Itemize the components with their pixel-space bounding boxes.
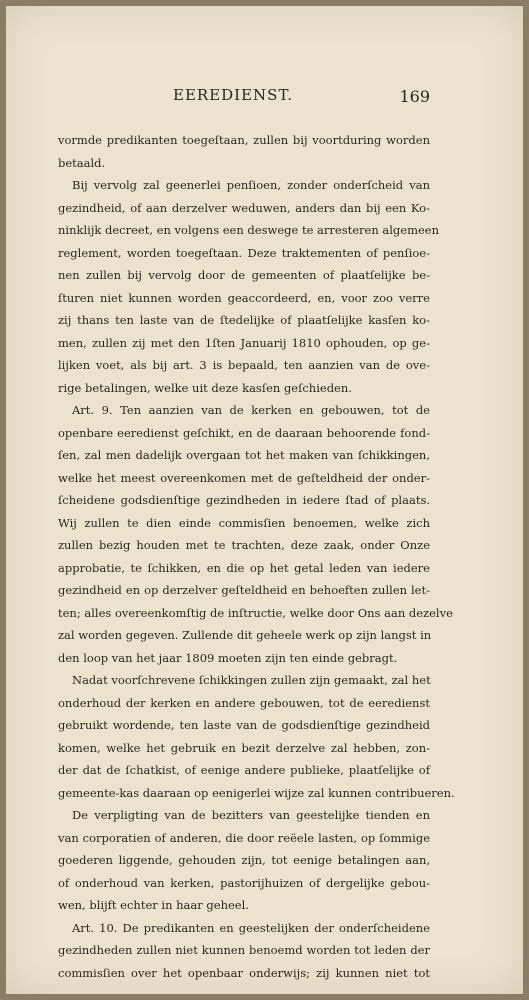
text-line: gezindheid, of aan derzelver weduwen, anders dan bij een Ko-: [58, 200, 430, 215]
text-line: gemeente-kas daaraan op eenigerlei wijze zal kunnen contribueren.: [58, 785, 455, 800]
text-line: ten; alles overeenkomſtig de inſtructie, welke door Ons aan dezelve: [58, 605, 453, 620]
paragraph: [58, 669, 455, 804]
text-line: van corporatien of anderen, die door reëele lasten, op ſommige: [58, 830, 430, 845]
text-line: gebruikt wordende, ten laste van de godsdienſtige gezindheid: [58, 718, 430, 732]
running-head: EEREDIENST.: [173, 86, 294, 104]
text-line: onderhoud der kerken en andere gebouwen, tot de eeredienst: [58, 695, 430, 710]
text-line: zal worden gegeven. Zullende dit geheele werk op zijn langst in: [58, 628, 432, 642]
text-line: Art. 10. De predikanten en geestelijken der onderſcheidene: [72, 920, 430, 935]
text-line: rige betalingen, welke uit deze kasſen geſchieden.: [58, 380, 352, 395]
text-line: men, zullen zij met den 1ſten Januarij 1810 ophouden, op ge-: [58, 335, 430, 350]
text-line: ſturen niet kunnen worden geaccordeerd, en, voor zoo verre: [58, 290, 430, 305]
text-line: ninklijk decreet, en volgens een deswege te arresteren algemeen: [58, 223, 440, 237]
text-line: ſcheidene godsdienſtige gezindheden in iedere ſtad of plaats.: [58, 493, 430, 507]
text-line: betaald.: [58, 155, 106, 170]
text-line: Art. 9. Ten aanzien van de kerken en gebouwen, tot de: [72, 403, 430, 417]
text-line: reglement, worden toegeſtaan. Deze traktementen of penſioe-: [58, 245, 430, 260]
text-line: approbatie, te ſchikken, en die op het getal leden van iedere: [58, 560, 430, 575]
text-line: nen zullen bij vervolg door de gemeenten of plaatſelijke be-: [58, 268, 430, 282]
text-line: goederen liggende, gehouden zijn, tot eenige betalingen aan,: [58, 853, 430, 867]
text-line: openbare eeredienst geſchikt, en de daaraan behoorende fond-: [58, 425, 430, 440]
paragraph: [58, 804, 430, 917]
text-line: ſen, zal men dadelijk overgaan tot het maken van ſchikkingen,: [58, 448, 430, 462]
paragraph: [58, 174, 440, 399]
paragraph: [58, 917, 430, 985]
paragraph: [58, 129, 430, 174]
text-line: of onderhoud van kerken, pastorijhuizen of dergelijke gebou-: [58, 875, 430, 890]
body-text: [58, 129, 455, 984]
text-line: zullen bezig houden met te trachten, deze zaak, onder Onze: [58, 538, 430, 552]
text-line: den loop van het jaar 1809 moeten zijn ten einde gebragt.: [58, 650, 398, 665]
text-line: Bij vervolg zal geenerlei penſioen, zonder onderſcheid van: [72, 178, 430, 192]
text-line: der dat de ſchatkist, of eenige andere publieke, plaatſelijke of: [58, 763, 430, 777]
text-line: commisſien over het openbaar onderwijs; zij kunnen niet tot: [58, 965, 430, 980]
text-line: Nadat voorſchrevene ſchikkingen zullen zijn gemaakt, zal het: [72, 673, 431, 687]
page-number: 169: [399, 87, 430, 106]
text-line: vormde predikanten toegeſtaan, zullen bij voortduring worden: [58, 133, 430, 147]
text-line: welke het meest overeenkomen met de geſteldheid der onder-: [58, 470, 430, 485]
text-line: De verpligting van de bezitters van geestelijke tienden en: [72, 808, 430, 822]
text-line: komen, welke het gebruik en bezit derzelve zal hebben, zon-: [58, 740, 430, 755]
text-line: lijken voet, als bij art. 3 is bepaald, ten aanzien van de ove-: [58, 358, 430, 372]
text-line: wen, blijft echter in haar geheel.: [58, 898, 249, 912]
text-line: Wij zullen te dien einde commisſien benoemen, welke zich: [58, 515, 430, 530]
text-line: zij thans ten laste van de ſtedelijke of plaatſelijke kasſen ko-: [58, 313, 430, 327]
text-line: gezindheid en op derzelver geſteldheid en behoeften zullen let-: [58, 583, 430, 597]
text-line: gezindheden zullen niet kunnen benoemd worden tot leden der: [58, 943, 430, 957]
paragraph: [58, 399, 453, 669]
